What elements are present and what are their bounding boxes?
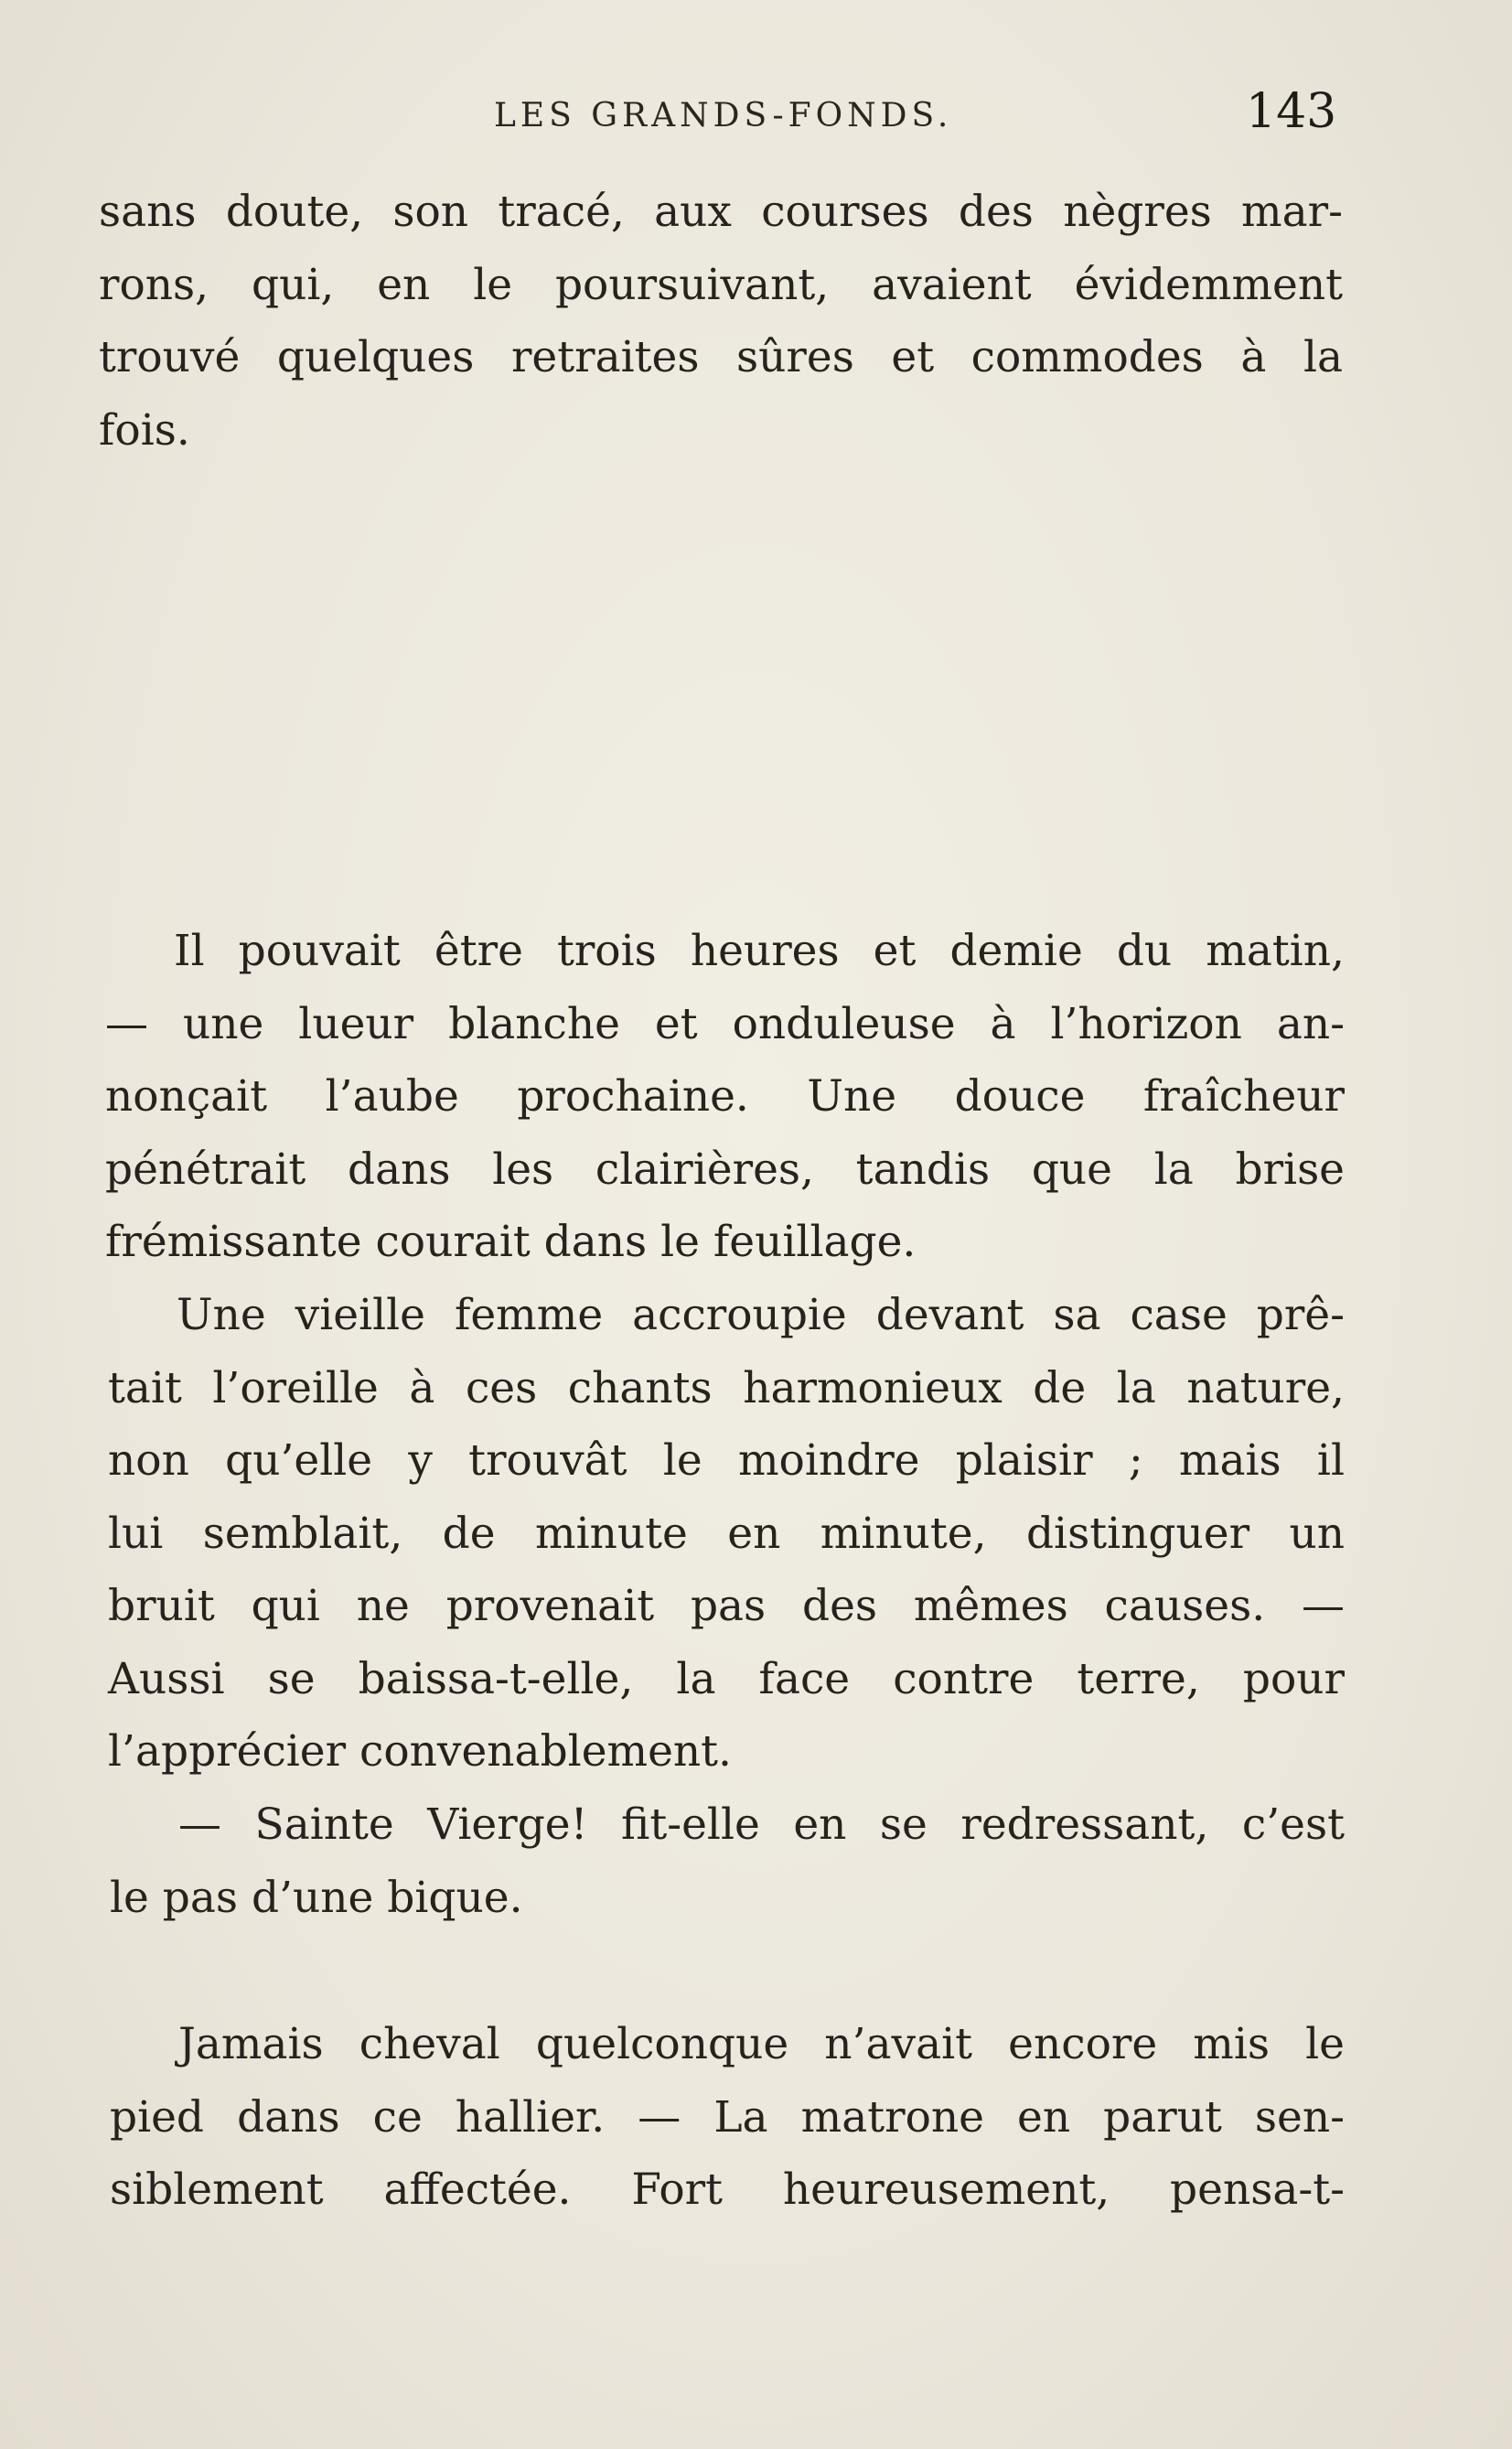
text-line: fois. xyxy=(99,404,190,456)
running-title: LES GRANDS-FONDS. xyxy=(494,97,953,134)
page-number: 143 xyxy=(1246,84,1337,139)
text-line: pénétrait dans les clairières, tandis que la brise xyxy=(105,1144,1345,1195)
paragraph-4 xyxy=(110,1788,1345,1934)
text-line: tait l’oreille à ces chants harmonieux de la nature, xyxy=(108,1362,1345,1413)
paragraph-3 xyxy=(108,1279,1345,1788)
page-header xyxy=(0,84,1512,148)
paragraph-1 xyxy=(99,176,1343,467)
text-line: siblement affectée. Fort heureusement, pensa-t- xyxy=(110,2164,1345,2215)
text-line: Une vieille femme accroupie devant sa case prê- xyxy=(177,1290,1345,1340)
text-line: sans doute, son tracé, aux courses des nègres mar- xyxy=(99,187,1343,237)
text-line: Aussi se baissa-t-elle, la face contre terre, pour xyxy=(108,1653,1345,1704)
text-line: — Sainte Vierge! fit-elle en se redressant, c’est xyxy=(178,1799,1345,1850)
text-line: frémissante courait dans le feuillage. xyxy=(105,1217,917,1267)
text-line: nonçait l’aube prochaine. Une douce fraîcheur xyxy=(105,1071,1345,1122)
text-line: — une lueur blanche et onduleuse à l’horizon an- xyxy=(105,998,1345,1049)
text-line: l’apprécier convenablement. xyxy=(108,1726,732,1777)
text-line: rons, qui, en le poursuivant, avaient évidemment xyxy=(99,259,1343,310)
text-line: Il pouvait être trois heures et demie du matin, xyxy=(174,926,1345,976)
paragraph-2 xyxy=(105,915,1345,1279)
text-line: pied dans ce hallier. — La matrone en parut sen- xyxy=(110,2091,1345,2143)
paragraph-5 xyxy=(110,2008,1345,2227)
text-line: lui semblait, de minute en minute, distinguer un xyxy=(108,1508,1345,1559)
text-line: Jamais cheval quelconque n’avait encore mis le xyxy=(178,2019,1345,2069)
text-line: trouvé quelques retraites sûres et commodes à la xyxy=(99,332,1343,382)
text-line: le pas d’une bique. xyxy=(110,1872,523,1923)
text-line: bruit qui ne provenait pas des mêmes causes. — xyxy=(108,1581,1345,1631)
text-line: non qu’elle y trouvât le moindre plaisir ; mais il xyxy=(108,1435,1345,1486)
